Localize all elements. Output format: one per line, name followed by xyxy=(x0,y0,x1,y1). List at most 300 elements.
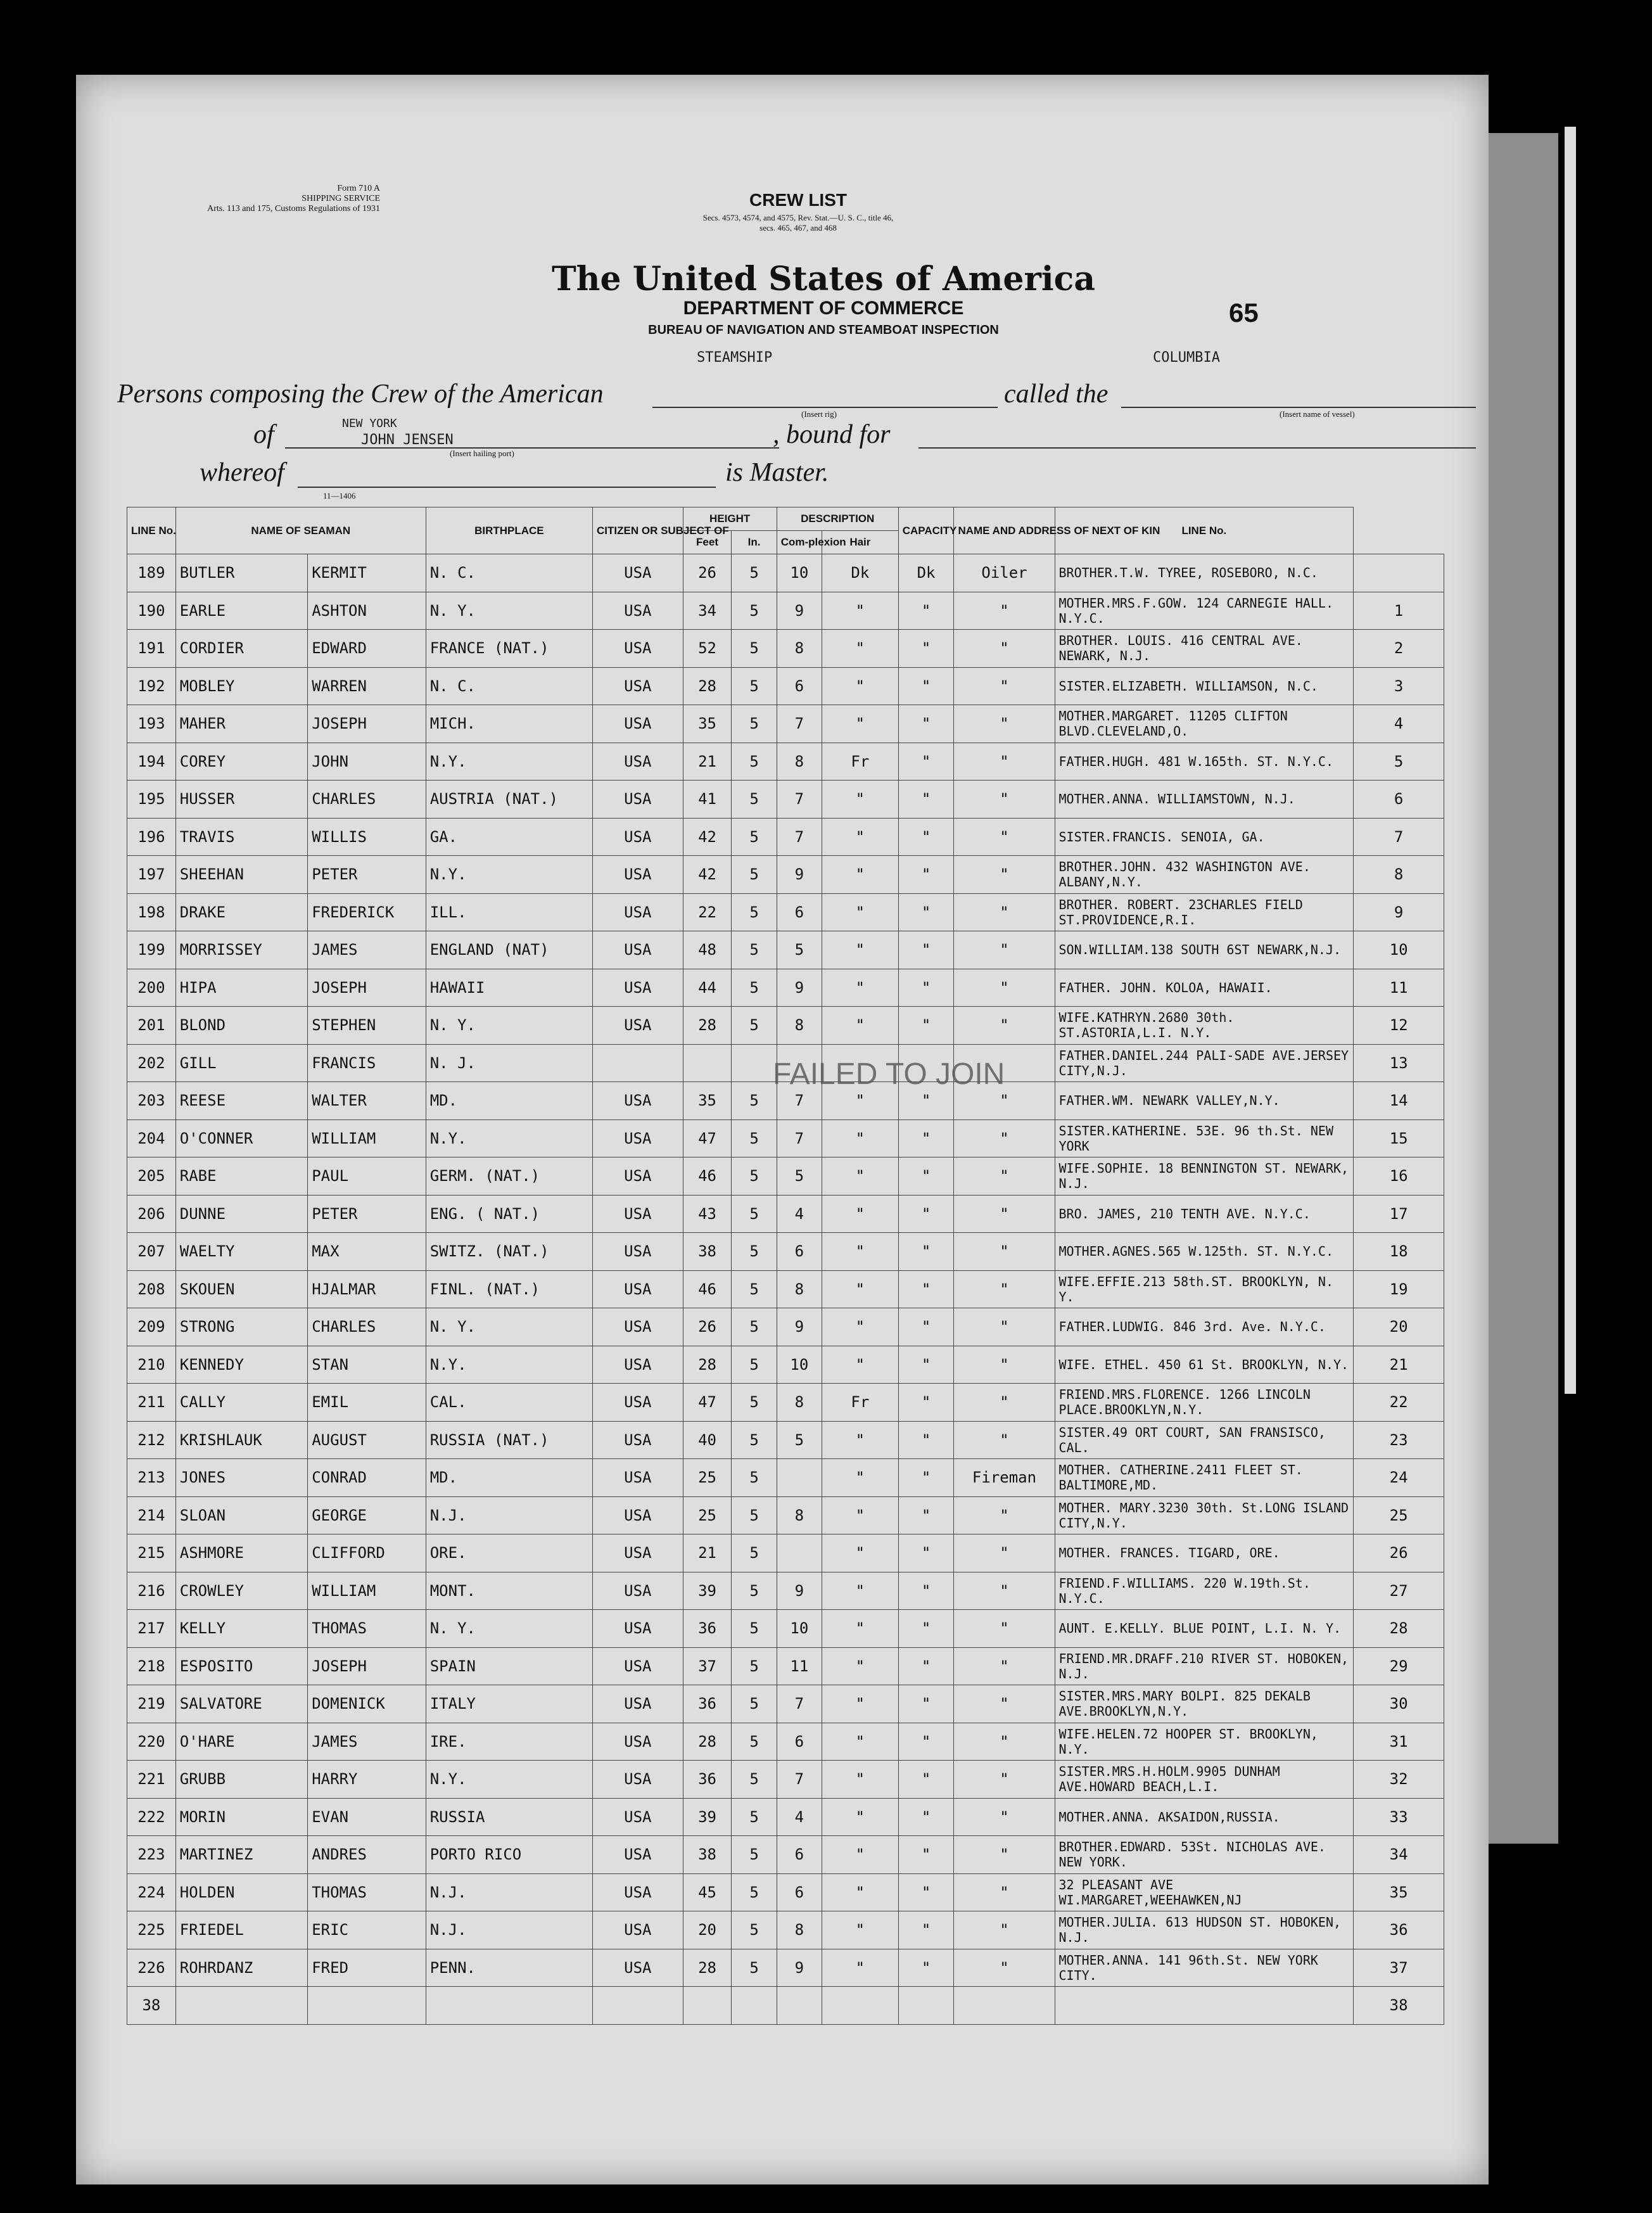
surname-cell: MAHER xyxy=(175,705,307,743)
given-name-cell: HJALMAR xyxy=(308,1270,426,1308)
capacity-cell: " xyxy=(954,1911,1055,1949)
surname-cell: TRAVIS xyxy=(175,818,307,856)
given-name-cell: JOHN xyxy=(308,743,426,781)
hair-cell: " xyxy=(898,667,954,705)
line-no-cell: 200 xyxy=(127,969,176,1007)
citizenship-cell: USA xyxy=(593,969,683,1007)
citizenship-cell: USA xyxy=(593,1873,683,1911)
birthplace-cell: MD. xyxy=(426,1082,592,1120)
given-name-cell: JAMES xyxy=(308,931,426,969)
age-cell: 36 xyxy=(683,1685,732,1723)
rig-rule xyxy=(652,407,998,408)
col-line-no-right: LINE No. xyxy=(1055,507,1354,554)
next-of-kin-cell: SISTER.ELIZABETH. WILLIAMSON, N.C. xyxy=(1055,667,1354,705)
line-no-right-cell: 11 xyxy=(1354,969,1444,1007)
surname-cell: JONES xyxy=(175,1459,307,1497)
height-feet-cell: 5 xyxy=(732,1911,777,1949)
age-cell: 39 xyxy=(683,1798,732,1836)
citizenship-cell: USA xyxy=(593,592,683,630)
height-feet-cell: 5 xyxy=(732,630,777,668)
table-row xyxy=(127,1496,1444,1534)
table-row xyxy=(127,818,1444,856)
age-cell: 52 xyxy=(683,630,732,668)
citizenship-cell xyxy=(593,1044,683,1082)
line-no-right-cell: 17 xyxy=(1354,1195,1444,1233)
height-inches-cell: 10 xyxy=(777,1610,822,1648)
table-row xyxy=(127,1949,1444,1987)
hair-cell: " xyxy=(898,1195,954,1233)
height-feet-cell: 5 xyxy=(732,1723,777,1761)
height-feet-cell: 5 xyxy=(732,667,777,705)
age-cell: 34 xyxy=(683,592,732,630)
line-no-right-cell: 6 xyxy=(1354,781,1444,819)
whereof-label: whereof xyxy=(200,458,284,487)
line-no-right-cell: 1 xyxy=(1354,592,1444,630)
height-feet-cell: 5 xyxy=(732,1308,777,1346)
department-title: DEPARTMENT OF COMMERCE xyxy=(683,298,964,319)
surname-cell: O'CONNER xyxy=(175,1119,307,1158)
capacity-cell: " xyxy=(954,818,1055,856)
given-name-cell: JOSEPH xyxy=(308,1647,426,1685)
height-inches-cell: 4 xyxy=(777,1798,822,1836)
line-no-cell: 222 xyxy=(127,1798,176,1836)
height-inches-cell: 9 xyxy=(777,1949,822,1987)
bureau-title: BUREAU OF NAVIGATION AND STEAMBOAT INSPECTION xyxy=(648,323,999,337)
complexion-cell xyxy=(822,1987,899,2025)
citizenship-cell: USA xyxy=(593,818,683,856)
line-no-cell: 199 xyxy=(127,931,176,969)
hair-cell: " xyxy=(898,1723,954,1761)
birthplace-cell: FINL. (NAT.) xyxy=(426,1270,592,1308)
next-of-kin-cell: WIFE.KATHRYN.2680 30th. ST.ASTORIA,L.I. N.Y. xyxy=(1055,1007,1354,1045)
table-row xyxy=(127,705,1444,743)
page-edge xyxy=(1489,133,1558,1844)
line-no-cell: 205 xyxy=(127,1158,176,1196)
next-of-kin-cell: BROTHER.EDWARD. 53St. NICHOLAS AVE. NEW YORK. xyxy=(1055,1836,1354,1874)
height-inches-cell xyxy=(777,1459,822,1497)
citizenship-cell: USA xyxy=(593,1723,683,1761)
birthplace-cell: N. Y. xyxy=(426,592,592,630)
hair-cell: Dk xyxy=(898,554,954,592)
surname-cell: RABE xyxy=(175,1158,307,1196)
age-cell: 36 xyxy=(683,1761,732,1799)
age-cell: 47 xyxy=(683,1384,732,1422)
height-feet-cell: 5 xyxy=(732,969,777,1007)
line-no-cell: 217 xyxy=(127,1610,176,1648)
height-inches-cell xyxy=(777,1987,822,2025)
table-row xyxy=(127,856,1444,894)
table-row xyxy=(127,969,1444,1007)
form-service: SHIPPING SERVICE xyxy=(302,194,380,203)
capacity-cell: " xyxy=(954,931,1055,969)
capacity-cell: " xyxy=(954,1158,1055,1196)
complexion-cell: " xyxy=(822,1836,899,1874)
given-name-cell: JOSEPH xyxy=(308,969,426,1007)
table-row xyxy=(127,1119,1444,1158)
birthplace-cell: N.Y. xyxy=(426,1346,592,1384)
complexion-cell: " xyxy=(822,1346,899,1384)
age-cell: 45 xyxy=(683,1873,732,1911)
hair-cell: " xyxy=(898,1421,954,1459)
birthplace-cell: GERM. (NAT.) xyxy=(426,1158,592,1196)
citizenship-cell: USA xyxy=(593,1082,683,1120)
complexion-cell: " xyxy=(822,1647,899,1685)
line-no-right-cell: 5 xyxy=(1354,743,1444,781)
surname-cell: ASHMORE xyxy=(175,1534,307,1572)
age-cell: 35 xyxy=(683,1082,732,1120)
birthplace-cell: N. Y. xyxy=(426,1610,592,1648)
birthplace-cell: N. Y. xyxy=(426,1007,592,1045)
line-no-right-cell: 18 xyxy=(1354,1233,1444,1271)
next-of-kin-cell: WIFE.EFFIE.213 58th.ST. BROOKLYN, N. Y. xyxy=(1055,1270,1354,1308)
is-master-label: is Master. xyxy=(725,458,829,487)
capacity-cell: " xyxy=(954,1873,1055,1911)
height-inches-cell: 10 xyxy=(777,1346,822,1384)
surname-cell: HUSSER xyxy=(175,781,307,819)
next-of-kin-cell: WIFE.SOPHIE. 18 BENNINGTON ST. NEWARK, N.J. xyxy=(1055,1158,1354,1196)
next-of-kin-cell: MOTHER. FRANCES. TIGARD, ORE. xyxy=(1055,1534,1354,1572)
age-cell: 35 xyxy=(683,705,732,743)
height-feet-cell: 5 xyxy=(732,1270,777,1308)
sections-line-1: Secs. 4573, 4574, and 4575, Rev. Stat.—U. S. C., title 46, xyxy=(702,213,894,222)
height-inches-cell: 9 xyxy=(777,1308,822,1346)
line-no-cell: 226 xyxy=(127,1949,176,1987)
given-name-cell: EDWARD xyxy=(308,630,426,668)
complexion-cell: " xyxy=(822,1610,899,1648)
hair-cell: " xyxy=(898,1459,954,1497)
height-feet-cell: 5 xyxy=(732,1647,777,1685)
capacity-cell: " xyxy=(954,1195,1055,1233)
height-inches-cell: 7 xyxy=(777,1761,822,1799)
age-cell: 20 xyxy=(683,1911,732,1949)
height-inches-cell: 8 xyxy=(777,1270,822,1308)
line-no-right-cell: 7 xyxy=(1354,818,1444,856)
line-no-right-cell: 19 xyxy=(1354,1270,1444,1308)
height-inches-cell: 9 xyxy=(777,1572,822,1610)
line-no-cell: 202 xyxy=(127,1044,176,1082)
bound-rule xyxy=(918,447,1476,449)
table-row xyxy=(127,1346,1444,1384)
height-feet-cell: 5 xyxy=(732,1873,777,1911)
given-name-cell: FRANCIS xyxy=(308,1044,426,1082)
surname-cell: ROHRDANZ xyxy=(175,1949,307,1987)
age-cell: 28 xyxy=(683,667,732,705)
hair-cell: " xyxy=(898,1761,954,1799)
height-inches-cell: 5 xyxy=(777,931,822,969)
given-name-cell: HARRY xyxy=(308,1761,426,1799)
given-name-cell: KERMIT xyxy=(308,554,426,592)
height-inches-cell: 5 xyxy=(777,1158,822,1196)
line-no-cell: 192 xyxy=(127,667,176,705)
hair-cell: " xyxy=(898,1496,954,1534)
hair-cell: " xyxy=(898,1270,954,1308)
line-no-right-cell xyxy=(1354,554,1444,592)
surname-cell: O'HARE xyxy=(175,1723,307,1761)
capacity-cell: " xyxy=(954,630,1055,668)
height-feet-cell: 5 xyxy=(732,1007,777,1045)
line-no-right-cell: 36 xyxy=(1354,1911,1444,1949)
height-inches-cell: 9 xyxy=(777,969,822,1007)
capacity-cell: " xyxy=(954,856,1055,894)
line-no-cell: 221 xyxy=(127,1761,176,1799)
col-inches: In. xyxy=(732,531,777,554)
citizenship-cell: USA xyxy=(593,1534,683,1572)
given-name-cell: WALTER xyxy=(308,1082,426,1120)
citizenship-cell: USA xyxy=(593,1459,683,1497)
given-name-cell: FRED xyxy=(308,1949,426,1987)
birthplace-cell: ORE. xyxy=(426,1534,592,1572)
birthplace-cell: HAWAII xyxy=(426,969,592,1007)
called-label: called the xyxy=(1004,379,1109,409)
complexion-cell: Dk xyxy=(822,554,899,592)
birthplace-cell: N.Y. xyxy=(426,1761,592,1799)
next-of-kin-cell: MOTHER.ANNA. AKSAIDON,RUSSIA. xyxy=(1055,1798,1354,1836)
complexion-cell: " xyxy=(822,1270,899,1308)
citizenship-cell: USA xyxy=(593,1949,683,1987)
line-no-cell: 206 xyxy=(127,1195,176,1233)
complexion-cell: " xyxy=(822,592,899,630)
complexion-cell: " xyxy=(822,1421,899,1459)
line-no-right-cell: 13 xyxy=(1354,1044,1444,1082)
line-no-right-cell: 14 xyxy=(1354,1082,1444,1120)
capacity-cell: " xyxy=(954,1534,1055,1572)
table-row xyxy=(127,1308,1444,1346)
next-of-kin-cell: MOTHER. CATHERINE.2411 FLEET ST. BALTIMORE,MD. xyxy=(1055,1459,1354,1497)
next-of-kin-cell: FATHER. JOHN. KOLOA, HAWAII. xyxy=(1055,969,1354,1007)
capacity-cell: " xyxy=(954,1270,1055,1308)
of-label: of xyxy=(253,420,274,449)
given-name-cell: PETER xyxy=(308,856,426,894)
complexion-cell: " xyxy=(822,1534,899,1572)
complexion-cell: " xyxy=(822,1459,899,1497)
line-no-right-cell: 16 xyxy=(1354,1158,1444,1196)
hair-cell: " xyxy=(898,1610,954,1648)
rig-value: STEAMSHIP xyxy=(697,350,773,366)
citizenship-cell: USA xyxy=(593,554,683,592)
age-cell: 26 xyxy=(683,554,732,592)
birthplace-cell: IRE. xyxy=(426,1723,592,1761)
given-name-cell: STAN xyxy=(308,1346,426,1384)
col-description: DESCRIPTION xyxy=(777,507,898,531)
complexion-cell: " xyxy=(822,1158,899,1196)
height-inches-cell: 6 xyxy=(777,1873,822,1911)
height-feet-cell xyxy=(732,1987,777,2025)
age-cell: 28 xyxy=(683,1723,732,1761)
height-inches-cell: 7 xyxy=(777,1119,822,1158)
next-of-kin-cell: BRO. JAMES, 210 TENTH AVE. N.Y.C. xyxy=(1055,1195,1354,1233)
citizenship-cell: USA xyxy=(593,705,683,743)
line-no-right-cell: 9 xyxy=(1354,893,1444,931)
height-inches-cell: 7 xyxy=(777,1685,822,1723)
col-capacity: CAPACITY xyxy=(898,507,954,554)
surname-cell: FRIEDEL xyxy=(175,1911,307,1949)
given-name-cell: PETER xyxy=(308,1195,426,1233)
hair-cell: " xyxy=(898,1082,954,1120)
citizenship-cell: USA xyxy=(593,1572,683,1610)
height-feet-cell: 5 xyxy=(732,1459,777,1497)
birthplace-cell: RUSSIA xyxy=(426,1798,592,1836)
line-no-right-cell: 2 xyxy=(1354,630,1444,668)
col-feet: Feet xyxy=(683,531,732,554)
height-feet-cell: 5 xyxy=(732,1233,777,1271)
citizenship-cell: USA xyxy=(593,1158,683,1196)
sections-line-2: secs. 465, 467, and 468 xyxy=(759,223,837,233)
form-arts: Arts. 113 and 175, Customs Regulations of 1931 xyxy=(207,204,380,214)
line-no-right-cell: 24 xyxy=(1354,1459,1444,1497)
table-row xyxy=(127,667,1444,705)
next-of-kin-cell: AUNT. E.KELLY. BLUE POINT, L.I. N. Y. xyxy=(1055,1610,1354,1648)
table-row xyxy=(127,1761,1444,1799)
insert-vessel-note: (Insert name of vessel) xyxy=(1280,409,1355,419)
crew-list-sections xyxy=(595,213,1001,233)
surname-cell: MARTINEZ xyxy=(175,1836,307,1874)
hair-cell xyxy=(898,1987,954,2025)
line-no-cell: 213 xyxy=(127,1459,176,1497)
line-no-right-cell: 31 xyxy=(1354,1723,1444,1761)
given-name-cell: WARREN xyxy=(308,667,426,705)
next-of-kin-cell: MOTHER.JULIA. 613 HUDSON ST. HOBOKEN, N.J. xyxy=(1055,1911,1354,1949)
vessel-rule xyxy=(1121,407,1476,408)
line-no-cell: 207 xyxy=(127,1233,176,1271)
line-no-cell: 214 xyxy=(127,1496,176,1534)
complexion-cell: " xyxy=(822,1007,899,1045)
capacity-cell: " xyxy=(954,1421,1055,1459)
capacity-cell: " xyxy=(954,893,1055,931)
complexion-cell: " xyxy=(822,781,899,819)
citizenship-cell: USA xyxy=(593,1685,683,1723)
surname-cell xyxy=(175,1987,307,2025)
citizenship-cell: USA xyxy=(593,1647,683,1685)
hair-cell: " xyxy=(898,1384,954,1422)
age-cell: 40 xyxy=(683,1421,732,1459)
capacity-cell: " xyxy=(954,1572,1055,1610)
height-inches-cell: 4 xyxy=(777,1195,822,1233)
country-title: The United States of America xyxy=(551,260,1096,298)
age-cell: 41 xyxy=(683,781,732,819)
given-name-cell: EVAN xyxy=(308,1798,426,1836)
height-feet-cell: 5 xyxy=(732,1610,777,1648)
height-inches-cell: 7 xyxy=(777,781,822,819)
line-no-cell: 196 xyxy=(127,818,176,856)
col-complexion: Com-plexion xyxy=(777,531,822,554)
surname-cell: GILL xyxy=(175,1044,307,1082)
line-no-right-cell: 32 xyxy=(1354,1761,1444,1799)
age-cell: 46 xyxy=(683,1158,732,1196)
citizenship-cell: USA xyxy=(593,1496,683,1534)
line-no-cell: 225 xyxy=(127,1911,176,1949)
surname-cell: DUNNE xyxy=(175,1195,307,1233)
height-feet-cell: 5 xyxy=(732,931,777,969)
table-row xyxy=(127,1158,1444,1196)
height-feet-cell: 5 xyxy=(732,1384,777,1422)
next-of-kin-cell: FRIEND.F.WILLIAMS. 220 W.19th.St. N.Y.C. xyxy=(1055,1572,1354,1610)
col-citizen: CITIZEN OR SUBJECT OF xyxy=(593,507,683,554)
port-rule xyxy=(285,447,779,449)
capacity-cell: " xyxy=(954,1647,1055,1685)
age-cell xyxy=(683,1987,732,2025)
citizenship-cell: USA xyxy=(593,781,683,819)
table-row xyxy=(127,1572,1444,1610)
line-no-cell: 208 xyxy=(127,1270,176,1308)
line-no-cell: 212 xyxy=(127,1421,176,1459)
capacity-cell: " xyxy=(954,1685,1055,1723)
given-name-cell: ERIC xyxy=(308,1911,426,1949)
citizenship-cell: USA xyxy=(593,1270,683,1308)
age-cell: 28 xyxy=(683,1949,732,1987)
citizenship-cell: USA xyxy=(593,667,683,705)
capacity-cell: " xyxy=(954,1949,1055,1987)
hair-cell: " xyxy=(898,1911,954,1949)
capacity-cell: Oiler xyxy=(954,554,1055,592)
citizenship-cell: USA xyxy=(593,1798,683,1836)
line-no-cell: 209 xyxy=(127,1308,176,1346)
citizenship-cell xyxy=(593,1987,683,2025)
table-row xyxy=(127,554,1444,592)
height-inches-cell: 9 xyxy=(777,856,822,894)
height-inches-cell: 8 xyxy=(777,1911,822,1949)
next-of-kin-cell: FRIEND.MRS.FLORENCE. 1266 LINCOLN PLACE.BROOKLYN,N.Y. xyxy=(1055,1384,1354,1422)
form-note xyxy=(114,184,380,214)
capacity-cell: " xyxy=(954,1007,1055,1045)
birthplace-cell: SPAIN xyxy=(426,1647,592,1685)
table-row xyxy=(127,1647,1444,1685)
birthplace-cell: MICH. xyxy=(426,705,592,743)
given-name-cell: WILLIS xyxy=(308,818,426,856)
complexion-cell: " xyxy=(822,1761,899,1799)
given-name-cell: EMIL xyxy=(308,1384,426,1422)
birthplace-cell: SWITZ. (NAT.) xyxy=(426,1233,592,1271)
age-cell: 42 xyxy=(683,856,732,894)
surname-cell: MORIN xyxy=(175,1798,307,1836)
surname-cell: SLOAN xyxy=(175,1496,307,1534)
given-name-cell: FREDERICK xyxy=(308,893,426,931)
complexion-cell: " xyxy=(822,969,899,1007)
birthplace-cell: N.Y. xyxy=(426,743,592,781)
height-inches-cell: 6 xyxy=(777,1233,822,1271)
complexion-cell: Fr xyxy=(822,1384,899,1422)
age-cell: 21 xyxy=(683,1534,732,1572)
surname-cell: STRONG xyxy=(175,1308,307,1346)
height-feet-cell: 5 xyxy=(732,1082,777,1120)
line-no-right-cell: 10 xyxy=(1354,931,1444,969)
surname-cell: DRAKE xyxy=(175,893,307,931)
line-no-right-cell: 38 xyxy=(1354,1987,1444,2025)
line-no-right-cell: 34 xyxy=(1354,1836,1444,1874)
line-no-cell: 198 xyxy=(127,893,176,931)
given-name-cell: THOMAS xyxy=(308,1873,426,1911)
height-inches-cell: 7 xyxy=(777,705,822,743)
surname-cell: REESE xyxy=(175,1082,307,1120)
height-feet-cell: 5 xyxy=(732,743,777,781)
hair-cell: " xyxy=(898,1647,954,1685)
table-row xyxy=(127,1685,1444,1723)
next-of-kin-cell: MOTHER.ANNA. WILLIAMSTOWN, N.J. xyxy=(1055,781,1354,819)
given-name-cell: CONRAD xyxy=(308,1459,426,1497)
hair-cell: " xyxy=(898,1346,954,1384)
hair-cell: " xyxy=(898,931,954,969)
hair-cell: " xyxy=(898,969,954,1007)
complexion-cell: " xyxy=(822,1949,899,1987)
citizenship-cell: USA xyxy=(593,743,683,781)
hair-cell: " xyxy=(898,743,954,781)
complexion-cell: " xyxy=(822,1723,899,1761)
birthplace-cell: PORTO RICO xyxy=(426,1836,592,1874)
birthplace-cell: ITALY xyxy=(426,1685,592,1723)
line-no-right-cell: 4 xyxy=(1354,705,1444,743)
complexion-cell: Fr xyxy=(822,743,899,781)
hair-cell: " xyxy=(898,1308,954,1346)
table-row xyxy=(127,1911,1444,1949)
